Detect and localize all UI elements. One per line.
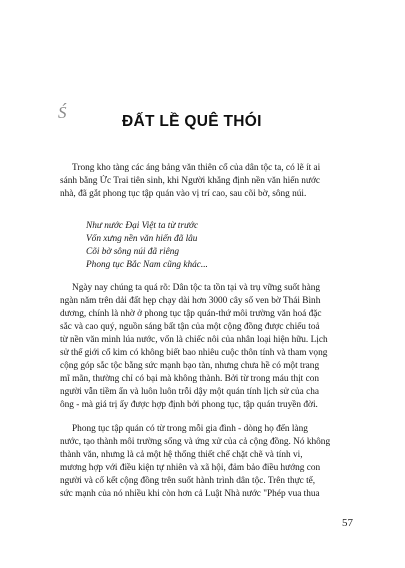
- text-line: từ nền văn minh lúa nước, vốn là chiếc nôi của nhân loại hiện hữu. Lịch: [60, 335, 328, 345]
- text-line: thành văn, nhưng là cả một hệ thống thiết chế chặt chẽ và tính vi,: [60, 450, 303, 460]
- text-line: ông - mà giá trị ấy được hợp định bởi phong tục, tập quán truyền đời.: [60, 400, 318, 410]
- chapter-ornament: Ś: [58, 103, 66, 122]
- verse-line: Cõi bờ sông núi đã riêng: [86, 247, 180, 257]
- verse-line: Vốn xưng nền văn hiến đã lâu: [86, 234, 198, 244]
- verse-line: Như nước Đại Việt ta từ trước: [86, 221, 199, 231]
- paragraph-1: [60, 162, 359, 201]
- text-line: mương hợp với điều kiện tự nhiên và xã hội, đảm bảo điều hướng con: [60, 463, 321, 473]
- text-line: sắc và cao quý, nguồn sáng bất tận của một cộng đồng được chiếu toả: [60, 322, 320, 332]
- text-line: nhà, đã gắt phong tục tập quán vào vị trí cao, sau cõi bờ, sông núi.: [60, 189, 307, 199]
- verse-line: Phong tục Bắc Nam cũng khác...: [86, 260, 208, 270]
- verse-block: [86, 220, 208, 272]
- text-line: sử thế giới cổ kim có không biết bao nhiêu cuộc thôn tính và tham vọng: [60, 348, 328, 358]
- text-line: người vẫn tiềm ẩn và luôn luôn trỗi dậy một quán tính lịch sử của cha: [60, 387, 319, 397]
- text-line: ngàn năm trên dải đất hẹp chạy dài hơn 3000 cây số ven bờ Thái Bình: [60, 296, 321, 306]
- text-line: nước, tạo thành môi trường sống và ứng xử của cả cộng đồng. Nó không: [60, 437, 331, 447]
- text-line: Phong tục tập quán có từ trong mỗi gia đình - dòng họ đến làng: [72, 424, 308, 434]
- chapter-title: ĐẤT LỀ QUÊ THÓI: [122, 113, 262, 130]
- paragraph-2: [60, 282, 359, 412]
- text-line: cộng góp sắc tộc bằng sức mạnh bạo tàn, nhưng chưa hề có một trang: [60, 361, 320, 371]
- text-line: dương, chính là nhờ ở phong tục tập quán-thứ môi trường văn hoá đặc: [60, 309, 322, 319]
- text-line: Trong kho tàng các áng bảng văn thiên cổ của dân tộc ta, có lẽ ít ai: [72, 163, 321, 173]
- text-line: mĩ mãn, thường chỉ có bại mà không thành. Bởi từ trong máu thịt con: [60, 374, 320, 384]
- text-line: Ngày nay chúng ta quá rõ: Dân tộc ta tồn tại và trụ vững suốt hàng: [72, 283, 320, 293]
- paragraph-3: [60, 423, 359, 501]
- page-number: 57: [342, 517, 353, 529]
- text-line: người và cố kết cộng đồng trên suốt hành trình dân tộc. Trên thực tế,: [60, 476, 316, 486]
- text-line: sánh bằng Ức Trai tiên sinh, khi Người khẳng định nền văn hiến nước: [60, 176, 321, 186]
- text-line: sức mạnh của nó nhiều khi còn hơn cả Luật Nhà nước "Phép vua thua: [60, 489, 320, 499]
